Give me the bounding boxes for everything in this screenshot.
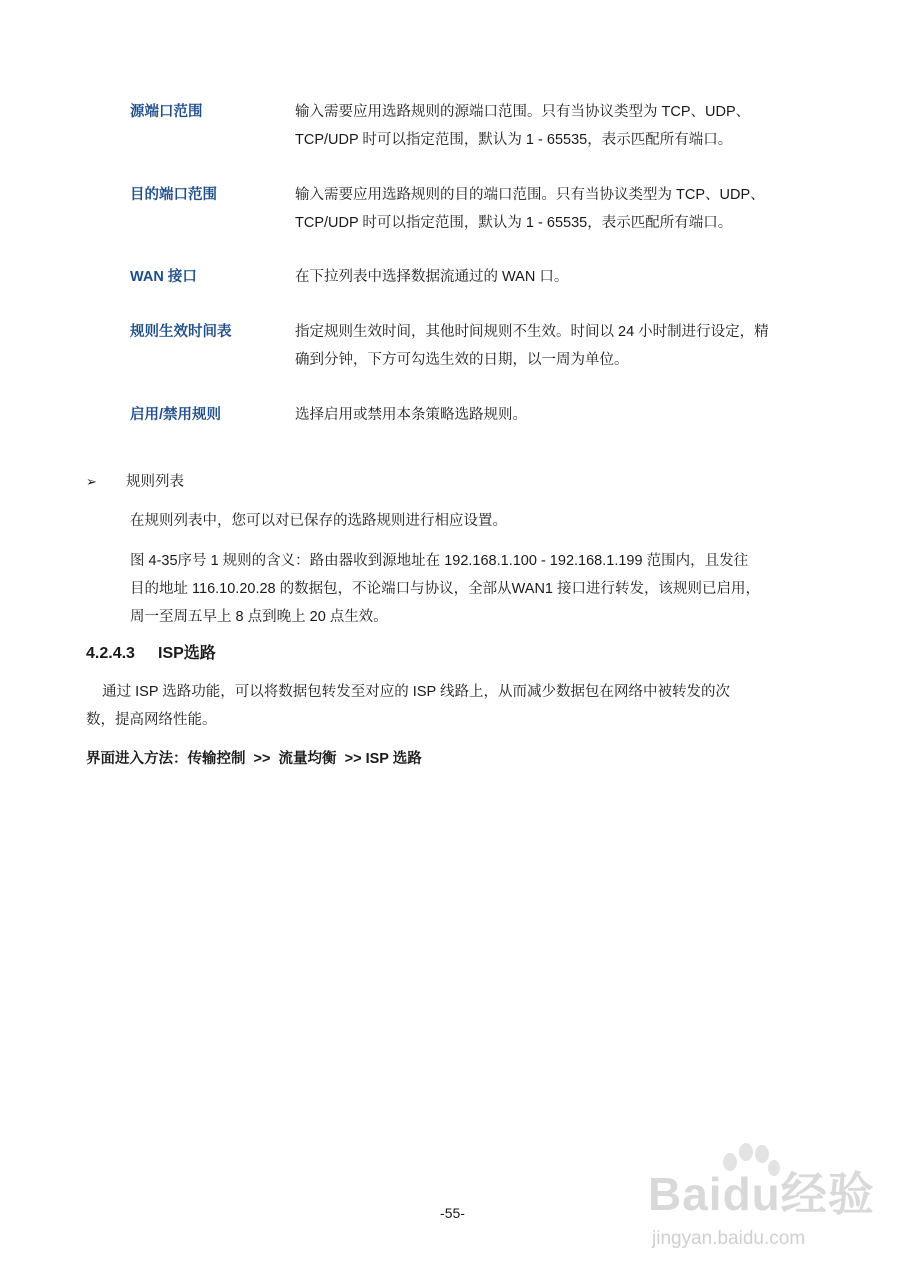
definition-description xyxy=(295,318,815,374)
paragraph-line: 在规则列表中，您可以对已保存的选路规则进行相应设置。 xyxy=(130,513,507,529)
definition-term: 规则生效时间表 xyxy=(130,324,232,340)
page-number: -55- xyxy=(440,1205,465,1221)
watermark-url: jingyan.baidu.com xyxy=(652,1228,806,1249)
section-intro-paragraph xyxy=(86,678,816,734)
navigation-path: 界面进入方法：传输控制 >> 流量均衡 >> ISP 选路 xyxy=(86,751,422,767)
definition-term: WAN 接口 xyxy=(130,269,197,285)
definition-term: 目的端口范围 xyxy=(130,187,217,203)
watermark-brand: Baidu经验 xyxy=(648,1168,875,1220)
description-line: TCP/UDP 时可以指定范围，默认为 1 - 65535，表示匹配所有端口。 xyxy=(295,215,733,231)
section-number: 4.2.4.3 xyxy=(86,645,135,662)
description-line: 指定规则生效时间，其他时间规则不生效。时间以 24 小时制进行设定，精 xyxy=(295,324,769,340)
paragraph-line: 图 4-35序号 1 规则的含义：路由器收到源地址在 192.168.1.100 - 192.168.1.199 范围内，且发往 xyxy=(130,553,749,569)
bullet-rule-list xyxy=(86,468,184,496)
arrow-bullet-icon: ➢ xyxy=(86,474,97,489)
paragraph-line: 数，提高网络性能。 xyxy=(86,712,217,728)
description-line: 确到分钟，下方可勾选生效的日期，以一周为单位。 xyxy=(295,352,629,368)
description-line: TCP/UDP 时可以指定范围，默认为 1 - 65535，表示匹配所有端口。 xyxy=(295,132,733,148)
baidu-watermark xyxy=(640,1140,890,1270)
paragraph-line: 通过 ISP 选路功能，可以将数据包转发至对应的 ISP 线路上，从而减少数据包在网络中被转发的次 xyxy=(86,684,730,700)
section-heading xyxy=(86,640,216,668)
definition-description xyxy=(295,263,815,291)
description-line: 输入需要应用选路规则的目的端口范围。只有当协议类型为 TCP、UDP、 xyxy=(295,187,765,203)
figure-explanation-paragraph xyxy=(130,547,820,631)
paragraph-line: 目的地址 116.10.20.28 的数据包，不论端口与协议，全部从WAN1 接口进行转发，该规则已启用， xyxy=(130,581,761,597)
definition-term: 启用/禁用规则 xyxy=(130,407,222,423)
description-line: 在下拉列表中选择数据流通过的 WAN 口。 xyxy=(295,269,569,285)
definition-description xyxy=(295,401,815,429)
rule-list-paragraph xyxy=(130,507,820,535)
paragraph-line: 周一至周五早上 8 点到晚上 20 点生效。 xyxy=(130,609,388,625)
definition-term: 源端口范围 xyxy=(130,104,203,120)
description-line: 输入需要应用选路规则的源端口范围。只有当协议类型为 TCP、UDP、 xyxy=(295,104,751,120)
definition-description xyxy=(295,181,815,237)
definition-description xyxy=(295,98,815,154)
section-title: ISP选路 xyxy=(158,645,216,662)
description-line: 选择启用或禁用本条策略选路规则。 xyxy=(295,407,527,423)
bullet-label: 规则列表 xyxy=(126,474,184,490)
